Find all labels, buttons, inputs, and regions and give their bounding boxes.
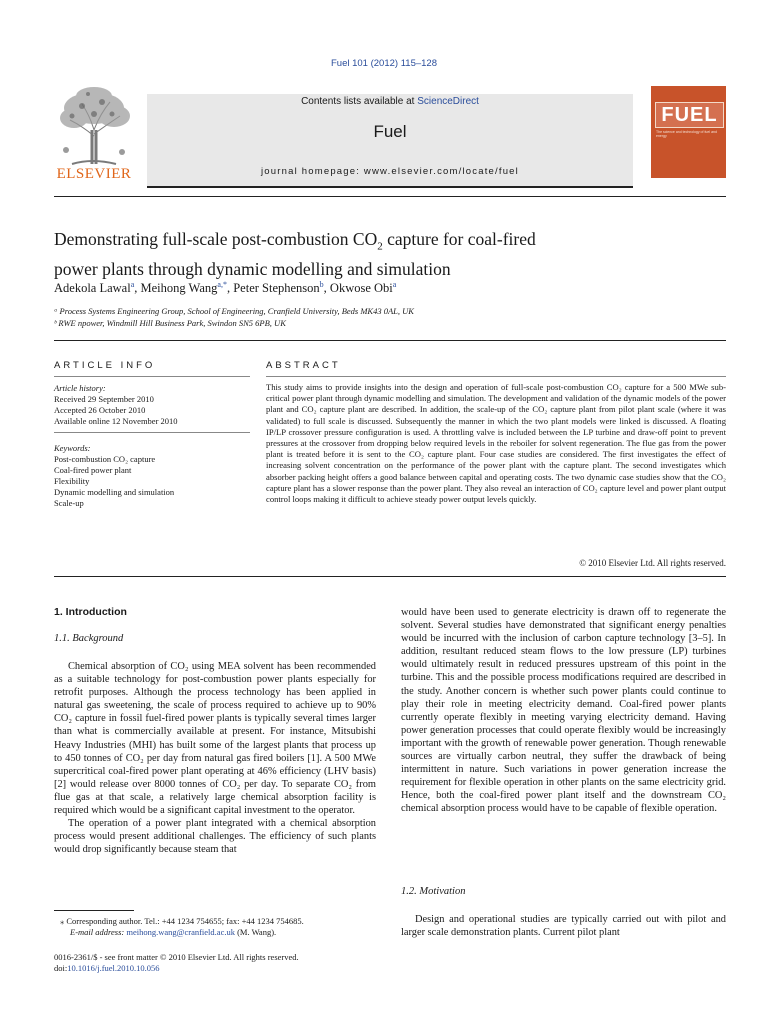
contents-line	[147, 96, 633, 107]
elsevier-wordmark: ELSEVIER	[56, 166, 132, 182]
journal-citation[interactable]: Fuel 101 (2012) 115–128	[331, 58, 437, 69]
keyword: Coal-fired power plant	[54, 465, 132, 475]
journal-cover	[651, 86, 726, 178]
author-affil-mark[interactable]: a	[130, 280, 135, 289]
history-received: Received 29 September 2010	[54, 394, 154, 404]
affiliation: ᵃ Process Systems Engineering Group, School of Engineering, Cranfield University, Beds MK43 0AL, UK	[54, 306, 414, 316]
keyword: Dynamic modelling and simulation	[54, 487, 175, 497]
affiliation: ᵇ RWE npower, Windmill Hill Business Park, Swindon SN5 6PB, UK	[54, 318, 286, 328]
abstract-divider	[266, 376, 726, 377]
email-suffix: (M. Wang).	[234, 927, 277, 937]
journal-header	[147, 94, 633, 188]
author-name: Adekola Lawal	[54, 281, 131, 296]
doi-link[interactable]: 10.1016/j.fuel.2010.10.056	[67, 963, 160, 973]
author-name: Meihong Wang	[140, 281, 218, 296]
article-info-heading: ARTICLE INFO	[54, 360, 156, 371]
abstract-bottom-divider	[54, 576, 726, 577]
history-label: Article history:	[54, 383, 106, 393]
abstract-copyright: © 2010 Elsevier Ltd. All rights reserved.	[579, 558, 726, 568]
keyword: Flexibility	[54, 476, 90, 486]
sciencedirect-link[interactable]: ScienceDirect	[417, 96, 479, 107]
journal-name: Fuel	[373, 122, 407, 141]
issn-line: 0016-2361/$ - see front matter © 2010 Elsevier Ltd. All rights reserved.	[54, 952, 299, 962]
author-affil-mark[interactable]: a	[392, 280, 397, 289]
footnote-rule	[54, 910, 134, 911]
issn-doi	[54, 952, 394, 974]
right-column-cont	[401, 913, 726, 939]
footnote	[60, 916, 380, 938]
keywords	[54, 443, 250, 509]
cover-title: FUEL	[655, 102, 724, 128]
author-list: Adekola Lawal$^a$, Meihong Wang$^{a,*}$, Peter Stephenson$^b$, Okwose Obi$^a$	[54, 280, 397, 296]
corresponding-author: ⁎ Corresponding author. Tel.: +44 1234 754655; fax: +44 1234 754685.	[60, 916, 304, 926]
info-divider	[54, 432, 250, 433]
author-name: Okwose Obi	[329, 281, 393, 296]
author-name: Peter Stephenson	[233, 281, 320, 296]
paragraph: Chemical absorption of CO₂ using MEA solvent has been recommended as a suitable technology for post-combustion power plants especially for retrofit purposes. Although the process technology has been applied in natural gas sweetening, the scale of process required to achieve up to 90% CO₂ capture in fossil fuel-fired power plants is typically several times larger than what is commercially available at present. For instance, Mitsubishi Heavy Industries (MHI) has built some of the largest plants that process up to 450 tonnes of CO₂ per day from natural gas fired boilers [1]. A 500 MWe supercritical coal-fired power plant operating at 46% efficiency (LHV basis) [2] would release over 8000 tonnes of CO₂ per day. To separate CO₂ from flue gas at that scale, a relatively large chemical absorption facility is required which would be a significant capital investment to the operator.	[54, 661, 376, 817]
paragraph: The operation of a power plant integrated with a chemical absorption process would present additional challenges. The efficiency of such plants would drop significantly because steam that	[54, 818, 376, 856]
paragraph: would have been used to generate electricity is drawn off to regenerate the solvent. Several studies have demonstrated that significant energy penalties would be incurred with the inclusion of carbon capture technology [3–5]. In addition, resultant reduced steam flows to the low pressure (LP) turbines would ultimately result in reduced pressures upstream of this point in the turbine. This and the possible process modifications required are described in the study. Another concern is whether such power plants could continue to play their role in meeting electricity demand. Coal-fired power plants currently operate flexibly in meeting varying electricity demand. Having power generation processes that could operate flexibly would be increasingly important with the growth of renewable power generation. Though renewable sources are virtually carbon neutral, they suffer the drawback of being intermittent in nature. Such variations in power generation increase the requirement for flexible operation in other plants on the same electricity grid. Hence, both the coal-fired power plant itself and the downstream CO₂ chemical absorption process would have to be capable of flexible operation.	[401, 607, 726, 815]
title-line2: power plants through dynamic modelling and simulation	[54, 258, 451, 279]
article-title	[54, 228, 694, 280]
title-part1: Demonstrating full-scale post-combustion CO	[54, 229, 378, 249]
section-heading: 1. Introduction	[54, 606, 127, 618]
subsection-heading: 1.1. Background	[54, 633, 124, 644]
title-part2: capture for coal-fired	[382, 229, 536, 249]
header-divider	[54, 196, 726, 197]
cover-subtitle: The science and technology of fuel and energy	[656, 130, 717, 138]
keywords-label: Keywords:	[54, 443, 91, 453]
history-online: Available online 12 November 2010	[54, 416, 178, 426]
keyword: Scale-up	[54, 498, 84, 508]
journal-homepage[interactable]: journal homepage: www.elsevier.com/locate/fuel	[261, 166, 519, 177]
author-affil-mark[interactable]: b	[319, 280, 324, 289]
author-divider	[54, 340, 726, 341]
doi-prefix: doi:	[54, 963, 68, 973]
elsevier-tree-icon	[52, 86, 136, 166]
abstract-text: This study aims to provide insights into the design and operation of full-scale post-combustion CO₂ capture for a 500 MWe sub-critical power plant through dynamic modelling and simulation. The development and validation of the dynamic models of the power plant and CO₂ capture plant are described. In addition, the scale-up of the CO₂ capture plant from pilot plant scale (where it was validated) to full scale is discussed. Subsequently the manner in which the two plant models were linked is discussed. A floating IP/LP crossover pressure configuration is used. A throttling valve is included between the LP turbine and draw-off point to prevent pressures at the crossover from dropping below required levels in the reboiler for solvent regeneration. The flue gas from the power plant is treated before it is sent to the CO₂ capture plant. Four case studies are considered. The first investigates the effect of increasing solvent concentration on the performance of the power plant with the capture plant. The second investigates which absorber packing height offers a good balance between capital and operating costs. The two dynamic case studies show that the CO₂ capture plant has a slower response than the power plant. They also reveal an interaction of CO₂ capture level and power plant output control loops making it difficult to achieve steady power output levels quickly.	[266, 382, 726, 505]
paragraph: Design and operational studies are typically carried out with pilot and larger scale demonstration plants. Current pilot plant	[401, 914, 726, 939]
info-divider	[54, 376, 250, 377]
subsection-heading: 1.2. Motivation	[401, 886, 466, 897]
title-sub: 2	[377, 240, 383, 253]
left-column	[54, 660, 376, 856]
abstract-heading: ABSTRACT	[266, 360, 341, 371]
contents-prefix: Contents lists available at	[301, 96, 418, 107]
history-accepted: Accepted 26 October 2010	[54, 405, 146, 415]
article-history	[54, 383, 250, 427]
author-affil-mark[interactable]: a,*	[217, 280, 227, 289]
keyword: Post-combustion CO₂ capture	[54, 454, 156, 464]
email-link[interactable]: meihong.wang@cranfield.ac.uk	[126, 927, 235, 937]
email-label: E-mail address:	[70, 927, 127, 937]
right-column	[401, 606, 726, 816]
